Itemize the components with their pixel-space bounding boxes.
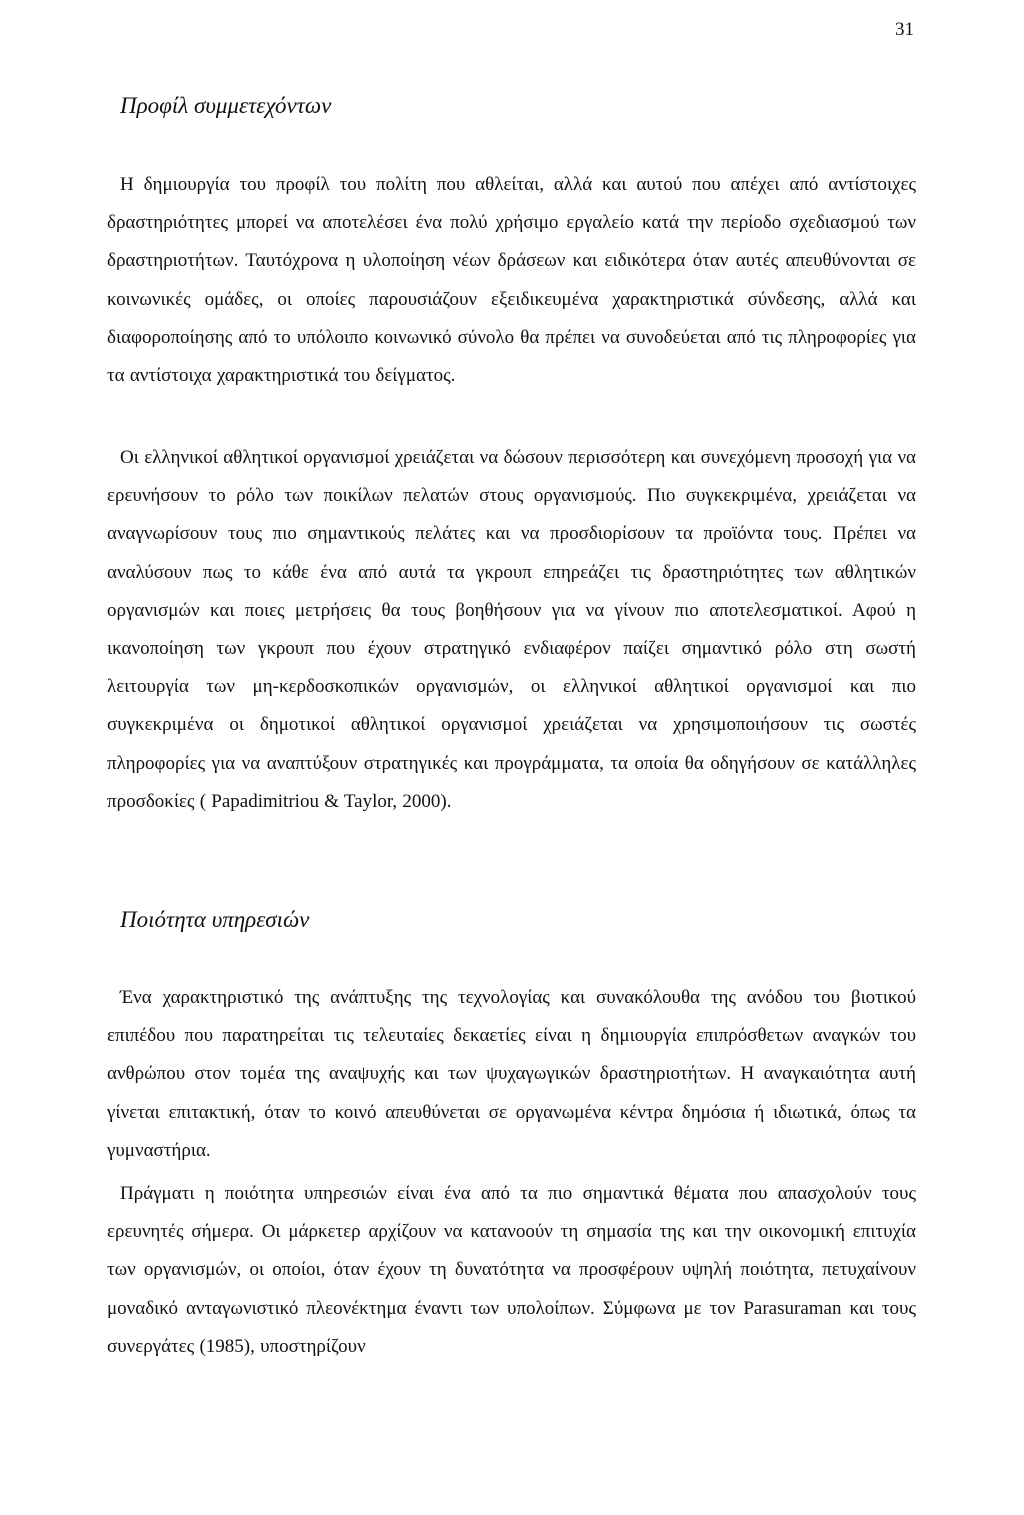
paragraph: Οι ελληνικοί αθλητικοί οργανισμοί χρειάζεται να δώσουν περισσότερη και συνεχόμενη προσοχή για να ερευνήσουν το ρόλο των ποικίλων πελατών στους οργανισμούς. Πιο συγκεκριμένα, χρειάζεται να αναγνωρίσουν τους πιο σημαντικούς πελάτες και να προσδιορίσουν τα προϊόντα τους. Πρέπει να αναλύσουν πως το κάθε ένα από αυτά τα γκρουπ επηρεάζει τις δραστηριότητες των αθλητικών οργανισμών και ποιες μετρήσεις θα τους βοηθήσουν για να γίνουν πιο αποτελεσματικοί. Αφού η ικανοποίηση των γκρουπ που έχουν στρατηγικό ενδιαφέρον παίζει σημαντικό ρόλο στη σωστή λειτουργία των μη-κερδοσκοπικών οργανισμών, οι ελληνικοί αθλητικοί οργανισμοί και πιο συγκεκριμένα οι δημοτικοί αθλητικοί οργανισμοί χρειάζεται να χρησιμοποιήσουν τις σωστές πληροφορίες για να αναπτύξουν στρατηγικές και προγράμματα, τα οποία θα οδηγήσουν σε κατάλληλες προσδοκίες ( Papadimitriou & Taylor, 2000). [107, 447, 916, 812]
paragraph: Η δημιουργία του προφίλ του πολίτη που αθλείται, αλλά και αυτού που απέχει από αντίστοιχες δραστηριότητες μπορεί να αποτελέσει ένα πολύ χρήσιμο εργαλείο κατά την περίοδο σχεδιασμού των δραστηριοτήτων. Ταυτόχρονα η υλοποίηση νέων δράσεων και ειδικότερα όταν αυτές απευθύνονται σε κοινωνικές ομάδες, οι οποίες παρουσιάζουν εξειδικευμένα χαρακτηριστικά σύνδεσης, αλλά και διαφοροποίησης από το υπόλοιπο κοινωνικό σύνολο θα πρέπει να συνοδεύεται από τις πληροφορίες για τα αντίστοιχα χαρακτηριστικά του δείγματος. [107, 174, 916, 387]
page-number: 31 [895, 19, 914, 40]
paragraph: Πράγματι η ποιότητα υπηρεσιών είναι ένα από τα πιο σημαντικά θέματα που απασχολούν τους ερευνητές σήμερα. Οι μάρκετερ αρχίζουν να κατανοούν τη σημασία της και την οικονομική επιτυχία των οργανισμών, οι οποίοι, όταν έχουν τη δυνατότητα να προσφέρουν υψηλή ποιότητα, πετυχαίνουν μοναδικό ανταγωνιστικό πλεονέκτημα έναντι των υπολοίπων. Σύμφωνα με τον Parasuraman και τους συνεργάτες (1985), υποστηρίζουν [107, 1183, 916, 1357]
section-heading-participant-profile: Προφίλ συμμετεχόντων [120, 93, 332, 118]
section-heading-service-quality: Ποιότητα υπηρεσιών [120, 907, 310, 932]
paragraph: Ένα χαρακτηριστικό της ανάπτυξης της τεχνολογίας και συνακόλουθα της ανόδου του βιοτικού επιπέδου που παρατηρείται τις τελευταίες δεκαετίες είναι η δημιουργία επιπρόσθετων αναγκών του ανθρώπου στον τομέα της αναψυχής και των ψυχαγωγικών δραστηριοτήτων. Η αναγκαιότητα αυτή γίνεται επιτακτική, όταν το κοινό απευθύνεται σε οργανωμένα κέντρα δημόσια ή ιδιωτικά, όπως τα γυμναστήρια. [107, 987, 916, 1161]
